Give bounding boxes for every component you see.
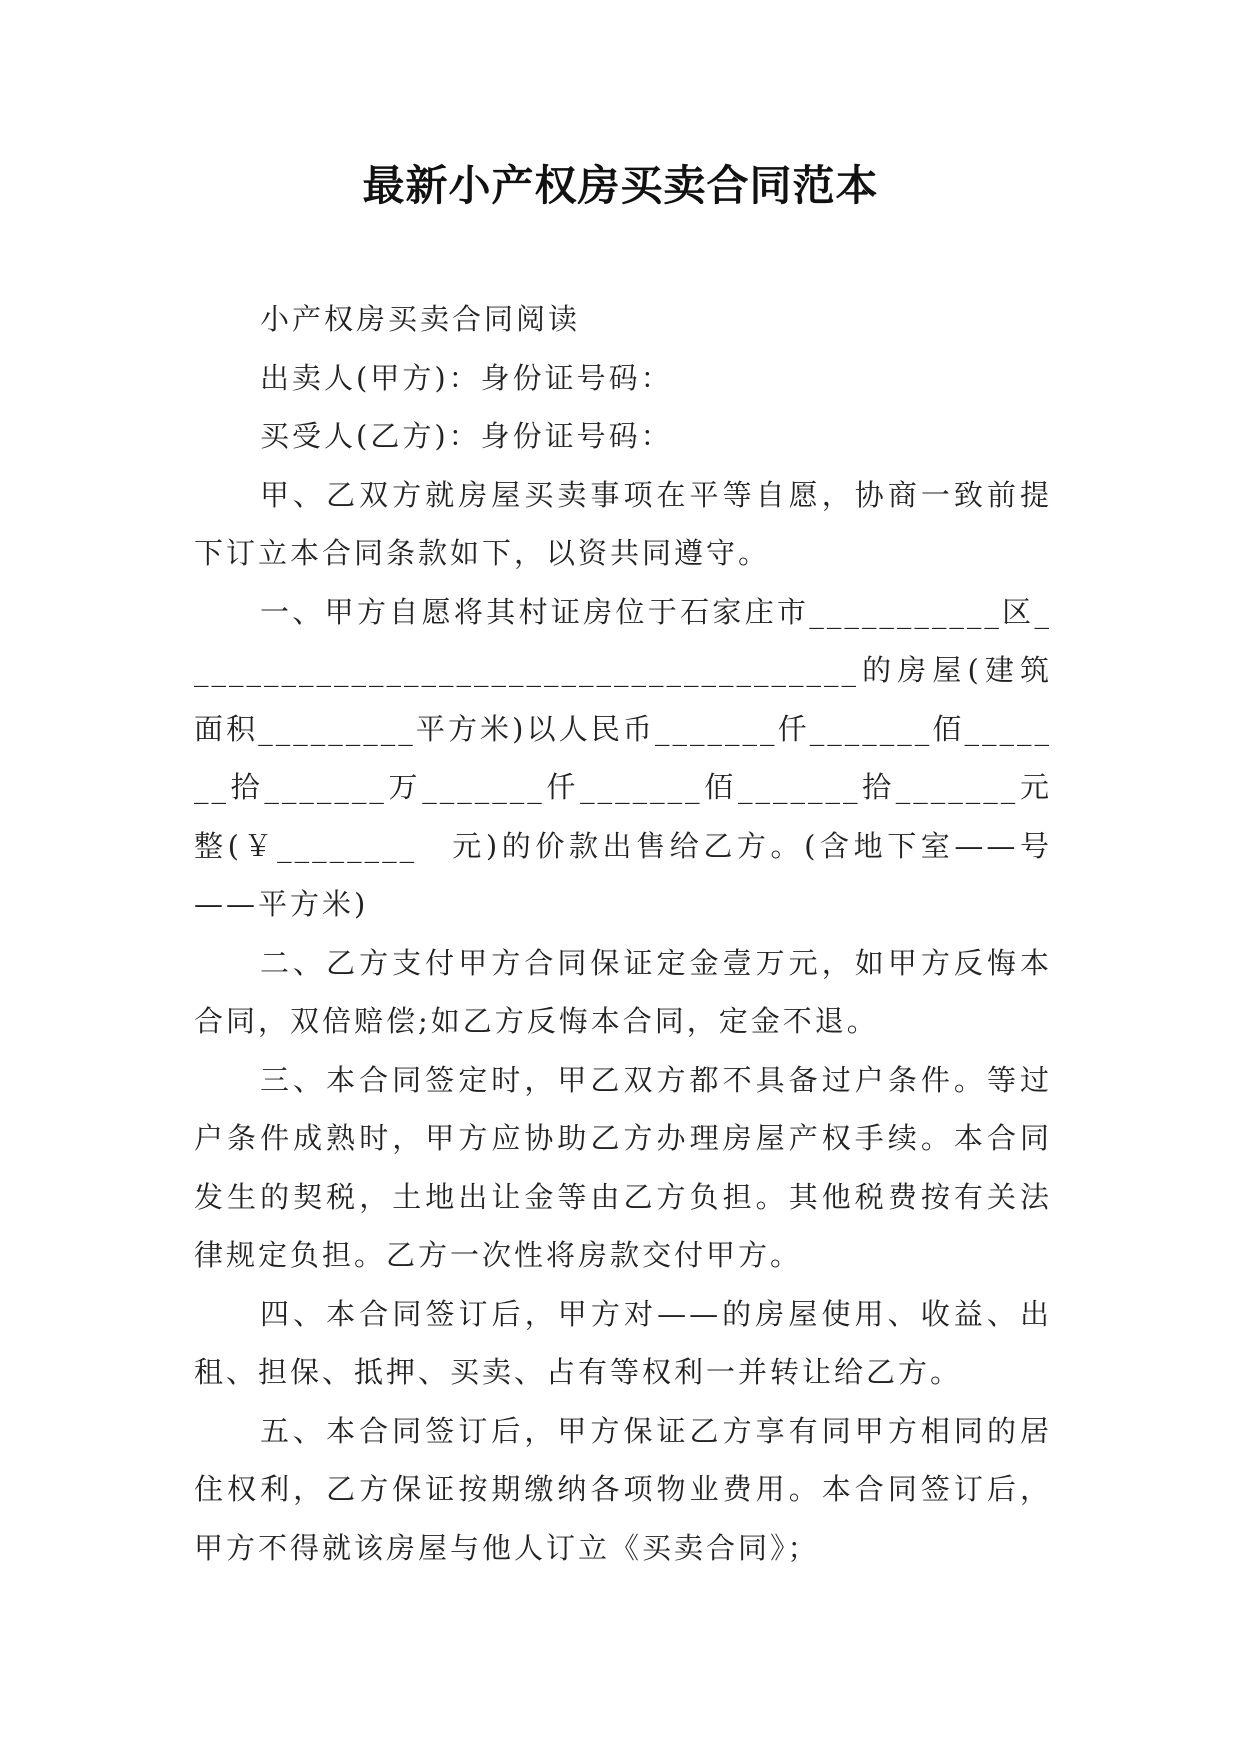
paragraph-buyer: 买受人(乙方)：身份证号码： <box>260 419 673 453</box>
paragraph-clause-1: 一、甲方自愿将其村证房位于石家庄市___________区_______________________________________的房屋(建筑面积_________平方米)以人民币_______仟_______佰_______拾_______万_______仟_______佰_______拾_______元整(￥________ 元)的价款出售给乙方。(含地下室——号——平方米) <box>194 594 1052 921</box>
paragraph-seller: 出卖人(甲方)：身份证号码： <box>260 360 673 395</box>
paragraph-preamble: 甲、乙双方就房屋买卖事项在平等自愿，协商一致前提下订立本合同条款如下，以资共同遵守。 <box>194 477 1052 570</box>
paragraph-clause-5: 五、本合同签订后，甲方保证乙方享有同甲方相同的居住权利，乙方保证按期缴纳各项物业费用。本合同签订后，甲方不得就该房屋与他人订立《买卖合同》； <box>194 1413 1052 1565</box>
paragraph-reading-title: 小产权房买卖合同阅读 <box>260 302 581 336</box>
paragraph-clause-4: 四、本合同签订后，甲方对——的房屋使用、收益、出租、担保、抵押、买卖、占有等权利一并转让给乙方。 <box>194 1296 1052 1389</box>
paragraph-clause-3: 三、本合同签定时，甲乙双方都不具备过户条件。等过户条件成熟时，甲方应协助乙方办理房屋产权手续。本合同发生的契税，土地出让金等由乙方负担。其他税费按有关法律规定负担。乙方一次性将房款交付甲方。 <box>194 1062 1052 1272</box>
document-title: 最新小产权房买卖合同范本 <box>362 161 879 210</box>
paragraph-clause-2: 二、乙方支付甲方合同保证定金壹万元，如甲方反悔本合同，双倍赔偿;如乙方反悔本合同，定金不退。 <box>194 945 1052 1038</box>
document-body <box>194 290 1052 1577</box>
